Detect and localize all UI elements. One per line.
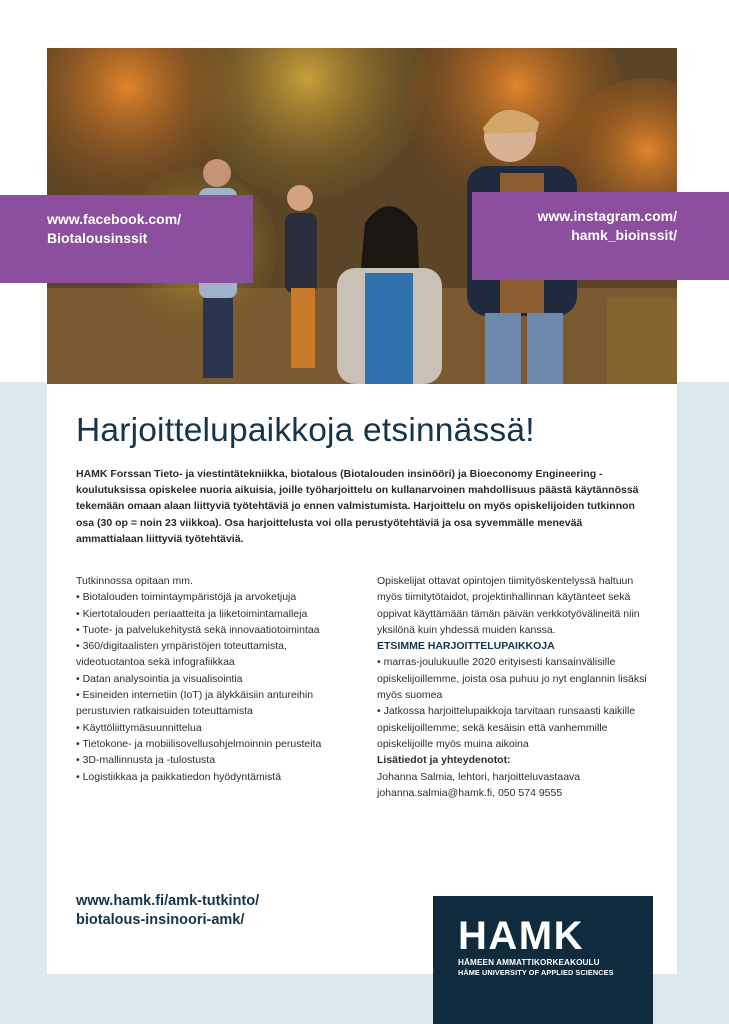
facebook-line2: Biotalousinssit — [47, 230, 148, 246]
list-item: • Logistiikkaa ja paikkatiedon hyödyntämistä — [76, 769, 354, 785]
list-item: • Biotalouden toimintaympäristöjä ja arvoketjuja — [76, 589, 354, 605]
list-item: • Esineiden internetiin (IoT) ja älykkäisiin antureihin perustuvien ratkaisuiden toteuttamista — [76, 687, 354, 720]
program-url[interactable] — [76, 892, 259, 930]
list-item: • 3D-mallinnusta ja -tulostusta — [76, 752, 354, 768]
list-item: • 360/digitaalisten ympäristöjen toteuttamista, videotuotantoa sekä infografiikkaa — [76, 638, 354, 671]
list-item: • Jatkossa harjoittelupaikkoja tarvitaan runsaasti kaikille opiskelijoillemme; sekä kesäisin että vanhemmille opiskelijoille myös muina aikoina — [377, 703, 652, 752]
instagram-line1: www.instagram.com/ — [537, 208, 677, 224]
facebook-line1: www.facebook.com/ — [47, 211, 182, 227]
url-line1: www.hamk.fi/amk-tutkinto/ — [76, 893, 260, 909]
instagram-link[interactable] — [472, 192, 729, 280]
intro-paragraph: HAMK Forssan Tieto- ja viestintätekniikka, biotalous (Biotalouden insinööri) ja Bioeconomy Engineering -koulutuksissa opiskelee nuoria aikuisia, joille työharjoittelu on kullanarvoinen mahdollisuus päästä käytännössä tekemään omaan alaan liittyviä työtehtäviä jo ennen valmistumista. Harjoittelu on myös opiskelijoiden tutkinnon osa (30 op = noin 23 viikkoa). Osa harjoittelusta voi olla perustyötehtäviä ja osa syvemmälle menevää ammattialaan liittyviä työtehtäviä. — [76, 468, 639, 545]
list-item: • Kiertotalouden periaatteita ja liiketoimintamalleja — [76, 606, 354, 622]
list-item: • Tuote- ja palvelukehitystä sekä innovaatiotoimintaa — [76, 622, 354, 638]
logo-subtitle-en: HÄME UNIVERSITY OF APPLIED SCIENCES — [458, 968, 614, 977]
list-item: • marras-joulukuulle 2020 erityisesti kansainvälisille opiskelijoillemme, joista osa puhuu jo nyt englannin lisäksi myös suomea — [377, 654, 652, 703]
contact-email-phone[interactable]: johanna.salmia@hamk.fi, 050 574 9555 — [377, 786, 563, 799]
contact-title: Lisätiedot ja yhteydenotot: — [377, 754, 511, 767]
section-title: ETSIMME HARJOITTELUPAIKKOJA — [377, 640, 555, 653]
logo-subtitle-fi: HÄMEEN AMMATTIKORKEAKOULU — [458, 958, 600, 967]
hamk-logo — [433, 896, 653, 1024]
url-line2: biotalous-insinoori-amk/ — [76, 912, 245, 928]
curriculum-lead: Tutkinnossa opitaan mm. — [76, 575, 193, 587]
page-title: Harjoittelupaikkoja etsinnässä! — [76, 412, 535, 449]
list-item: • Tietokone- ja mobiilisovellusohjelmoinnin perusteita — [76, 736, 354, 752]
list-item: • Datan analysointia ja visualisointia — [76, 671, 354, 687]
list-item: • Käyttöliittymäsuunnittelua — [76, 720, 354, 736]
facebook-link[interactable] — [0, 195, 253, 283]
internship-list — [377, 654, 652, 752]
curriculum-list — [76, 589, 354, 785]
curriculum-column — [76, 573, 354, 785]
contact-name: Johanna Salmia, lehtori, harjoitteluvastaava — [377, 770, 581, 783]
instagram-line2: hamk_bioinssit/ — [571, 227, 677, 243]
teamwork-paragraph: Opiskelijat ottavat opintojen tiimityöskentelyssä haltuun myös tiimitytötaidot, projektinhallinnan käytänteet sekä oppivat käyttämään tämän päivän verkkotyövälineitä niin yksilönä kuin yhdessä muiden kanssa. — [377, 575, 640, 636]
internship-column — [377, 573, 652, 801]
logo-wordmark: HAMK — [458, 914, 584, 958]
